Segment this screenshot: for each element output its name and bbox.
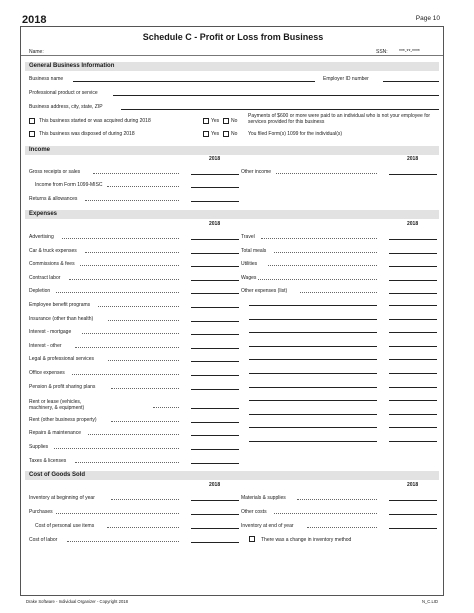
business-name-label: Business name	[29, 76, 64, 82]
inventory-at-end-of-year-label: Inventory at end of year	[241, 523, 294, 529]
car-truck-expenses-amount-field[interactable]	[191, 253, 239, 254]
car-truck-expenses-leader	[85, 252, 179, 253]
interest-mortgage-leader	[82, 333, 179, 334]
income-section-heading: Income	[25, 146, 439, 155]
other-income-amount-field[interactable]	[389, 174, 437, 175]
expenses-col-year-right: 2018	[407, 221, 419, 227]
ssn-label: SSN:	[376, 49, 388, 55]
rent-other-business-property-leader	[111, 421, 179, 422]
cost-of-labor-amount-field[interactable]	[191, 542, 239, 543]
general-section-heading: General Business Information	[25, 62, 439, 71]
name-rule	[21, 55, 443, 56]
employee-benefit-programs-amount-field[interactable]	[191, 307, 239, 308]
supplies-leader	[54, 448, 179, 449]
repairs-maintenance-label: Repairs & maintenance	[29, 430, 81, 437]
office-expenses-amount-field[interactable]	[191, 375, 239, 376]
income-col-year-right: 2018	[407, 156, 419, 162]
interest-mortgage-amount-field[interactable]	[191, 334, 239, 335]
other-expense-amount-field[interactable]	[389, 387, 437, 388]
other-expense-amount-field[interactable]	[389, 427, 437, 428]
employee-benefit-programs-label: Employee benefit programs	[29, 302, 91, 308]
rent-or-lease-vehicles-machinery-equipment-amount-field[interactable]	[191, 408, 239, 409]
other-income-label: Other income	[241, 169, 272, 175]
other-expense-desc-field[interactable]	[249, 359, 377, 360]
depletion-leader	[56, 292, 179, 293]
income-from-form-1099-misc-amount-field[interactable]	[191, 187, 239, 188]
other-expense-amount-field[interactable]	[389, 319, 437, 320]
wages-label: Wages	[241, 274, 257, 281]
footer-copyright: Drake Software - Individual Organizer - Copyright 2018	[26, 599, 128, 604]
gross-receipts-or-sales-amount-field[interactable]	[191, 174, 239, 175]
taxes-licenses-leader	[75, 462, 179, 463]
repairs-maintenance-amount-field[interactable]	[191, 435, 239, 436]
pension-profit-sharing-plans-leader	[111, 388, 179, 389]
schedule-c-form	[20, 26, 444, 596]
wages-amount-field[interactable]	[389, 280, 437, 281]
footer-code: N_C.LID	[421, 599, 438, 604]
utilities-amount-field[interactable]	[389, 266, 437, 267]
cost-of-labor-leader	[67, 541, 179, 542]
materials-supplies-label: Materials & supplies	[241, 495, 286, 501]
filed-no-checkbox[interactable]	[223, 131, 229, 137]
legal-professional-services-leader	[108, 360, 179, 361]
other-income-leader	[276, 173, 377, 174]
name-label: Name:	[29, 49, 44, 55]
other-expense-desc-field[interactable]	[249, 387, 377, 388]
total-meals-amount-field[interactable]	[389, 253, 437, 254]
rent-or-lease-vehicles-machinery-equipment-label: Rent or lease (vehicles, machinery, & equipment)	[29, 399, 85, 412]
inventory-at-end-of-year-leader	[307, 527, 377, 528]
payments-no-checkbox[interactable]	[223, 118, 229, 124]
page-number: Page 10	[415, 15, 440, 22]
payments-yes-label: Yes	[211, 118, 220, 124]
insurance-other-than-health-amount-field[interactable]	[191, 321, 239, 322]
advertising-leader	[62, 238, 179, 239]
other-expense-desc-field[interactable]	[249, 400, 377, 401]
payments-no-label: No	[231, 118, 238, 124]
travel-amount-field[interactable]	[389, 239, 437, 240]
address-field[interactable]	[121, 109, 439, 110]
other-expense-amount-field[interactable]	[389, 373, 437, 374]
inventory-at-beginning-of-year-label: Inventory at beginning of year	[29, 495, 95, 501]
product-label: Professional product or service	[29, 90, 98, 96]
taxes-licenses-amount-field[interactable]	[191, 463, 239, 464]
car-truck-expenses-label: Car & truck expenses	[29, 247, 77, 254]
employer-id-label: Employer ID number	[323, 76, 369, 82]
cogs-col-year-right: 2018	[407, 482, 419, 488]
cost-of-personal-use-items-leader	[107, 527, 179, 528]
total-meals-leader	[274, 252, 377, 253]
tax-year: 2018	[22, 14, 47, 26]
depletion-label: Depletion	[29, 288, 51, 295]
contract-labor-label: Contract labor	[29, 274, 61, 281]
other-expense-amount-field[interactable]	[389, 414, 437, 415]
purchases-label: Purchases	[29, 509, 53, 515]
disposed-checkbox[interactable]	[29, 131, 35, 137]
other-expense-amount-field[interactable]	[389, 441, 437, 442]
income-col-year-left: 2018	[209, 156, 221, 162]
income-from-form-1099-misc-leader	[107, 186, 179, 187]
returns-allowances-label: Returns & allowances	[29, 196, 78, 202]
pension-profit-sharing-plans-amount-field[interactable]	[191, 389, 239, 390]
other-costs-label: Other costs	[241, 509, 267, 515]
insurance-other-than-health-leader	[108, 320, 179, 321]
repairs-maintenance-leader	[88, 434, 179, 435]
other-expense-amount-field[interactable]	[389, 332, 437, 333]
other-expenses-list-label: Other expenses (list)	[241, 288, 288, 295]
product-field[interactable]	[113, 95, 439, 96]
wages-leader	[258, 279, 377, 280]
other-expense-desc-field[interactable]	[249, 373, 377, 374]
cost-of-personal-use-items-amount-field[interactable]	[191, 528, 239, 529]
commissions-fees-amount-field[interactable]	[191, 266, 239, 267]
travel-leader	[261, 238, 377, 239]
insurance-other-than-health-label: Insurance (other than health)	[29, 315, 94, 322]
returns-allowances-amount-field[interactable]	[191, 201, 239, 202]
legal-professional-services-amount-field[interactable]	[191, 361, 239, 362]
interest-mortgage-label: Interest - mortgage	[29, 329, 72, 336]
inventory-change-checkbox[interactable]	[249, 536, 255, 542]
expenses-col-year-left: 2018	[209, 221, 221, 227]
other-expense-amount-field[interactable]	[389, 346, 437, 347]
commissions-fees-leader	[80, 265, 179, 266]
materials-supplies-leader	[297, 499, 377, 500]
returns-allowances-leader	[85, 200, 179, 201]
other-expense-desc-field[interactable]	[249, 414, 377, 415]
inventory-at-beginning-of-year-leader	[111, 499, 179, 500]
other-expense-desc-field[interactable]	[249, 427, 377, 428]
commissions-fees-label: Commissions & fees	[29, 261, 75, 268]
legal-professional-services-label: Legal & professional services	[29, 356, 95, 363]
payments-yes-checkbox[interactable]	[203, 118, 209, 124]
utilities-leader	[268, 265, 377, 266]
started-label: This business started or was acquired during 2018	[39, 118, 151, 124]
disposed-label: This business was disposed of during 2018	[39, 131, 135, 137]
materials-supplies-amount-field[interactable]	[389, 500, 437, 501]
purchases-amount-field[interactable]	[191, 514, 239, 515]
other-expense-desc-field[interactable]	[249, 346, 377, 347]
filed-no-label: No	[231, 131, 238, 137]
depletion-amount-field[interactable]	[191, 293, 239, 294]
advertising-label: Advertising	[29, 234, 54, 240]
other-expense-desc-field[interactable]	[249, 305, 377, 306]
gross-receipts-or-sales-leader	[93, 173, 179, 174]
utilities-label: Utilities	[241, 261, 258, 268]
started-checkbox[interactable]	[29, 118, 35, 124]
contract-labor-amount-field[interactable]	[191, 280, 239, 281]
pension-profit-sharing-plans-label: Pension & profit sharing plans	[29, 383, 96, 390]
purchases-leader	[56, 513, 179, 514]
payments-label: Payments of $600 or more were paid to an individual who is not your employee for services provided for this business	[248, 113, 431, 125]
cost-of-personal-use-items-label: Cost of personal use items	[35, 523, 95, 529]
travel-label: Travel	[241, 234, 255, 240]
other-expenses-list-leader	[300, 292, 377, 293]
business-name-field[interactable]	[73, 81, 315, 82]
other-expense-amount-field[interactable]	[389, 305, 437, 306]
rent-other-business-property-label: Rent (other business property)	[29, 416, 97, 423]
rent-other-business-property-amount-field[interactable]	[191, 422, 239, 423]
inventory-change-label: There was a change in inventory method	[261, 537, 352, 543]
other-expense-amount-field[interactable]	[389, 359, 437, 360]
employer-id-field[interactable]	[383, 81, 439, 82]
interest-other-label: Interest - other	[29, 342, 62, 349]
office-expenses-leader	[72, 374, 179, 375]
inventory-at-end-of-year-amount-field[interactable]	[389, 528, 437, 529]
other-expense-desc-field[interactable]	[249, 441, 377, 442]
cogs-col-year-left: 2018	[209, 482, 221, 488]
total-meals-label: Total meals	[241, 247, 267, 254]
inventory-at-beginning-of-year-amount-field[interactable]	[191, 500, 239, 501]
other-expenses-list-amount-field[interactable]	[389, 293, 437, 294]
advertising-amount-field[interactable]	[191, 239, 239, 240]
other-expense-amount-field[interactable]	[389, 400, 437, 401]
rent-or-lease-vehicles-machinery-equipment-leader	[153, 407, 179, 408]
employee-benefit-programs-leader	[98, 306, 179, 307]
interest-other-leader	[75, 347, 179, 348]
expenses-section-heading: Expenses	[25, 210, 439, 219]
gross-receipts-or-sales-label: Gross receipts or sales	[29, 169, 81, 175]
form-title: Schedule C - Profit or Loss from Business	[142, 32, 324, 42]
ssn-value: ***-**-****	[399, 49, 420, 55]
other-costs-amount-field[interactable]	[389, 514, 437, 515]
supplies-amount-field[interactable]	[191, 449, 239, 450]
filed-1099-label: You filed Form(s) 1099 for the individual(s)	[248, 131, 343, 137]
other-costs-leader	[274, 513, 377, 514]
cogs-section-heading: Cost of Goods Sold	[25, 471, 439, 480]
taxes-licenses-label: Taxes & licenses	[29, 457, 67, 464]
interest-other-amount-field[interactable]	[191, 348, 239, 349]
income-from-form-1099-misc-label: Income from Form 1099-MISC	[35, 182, 103, 188]
filed-yes-checkbox[interactable]	[203, 131, 209, 137]
other-expense-desc-field[interactable]	[249, 332, 377, 333]
address-label: Business address, city, state, ZIP	[29, 104, 103, 110]
office-expenses-label: Office expenses	[29, 370, 65, 376]
cost-of-labor-label: Cost of labor	[29, 537, 58, 543]
filed-yes-label: Yes	[211, 131, 220, 137]
contract-labor-leader	[69, 279, 179, 280]
supplies-label: Supplies	[29, 444, 49, 450]
other-expense-desc-field[interactable]	[249, 319, 377, 320]
